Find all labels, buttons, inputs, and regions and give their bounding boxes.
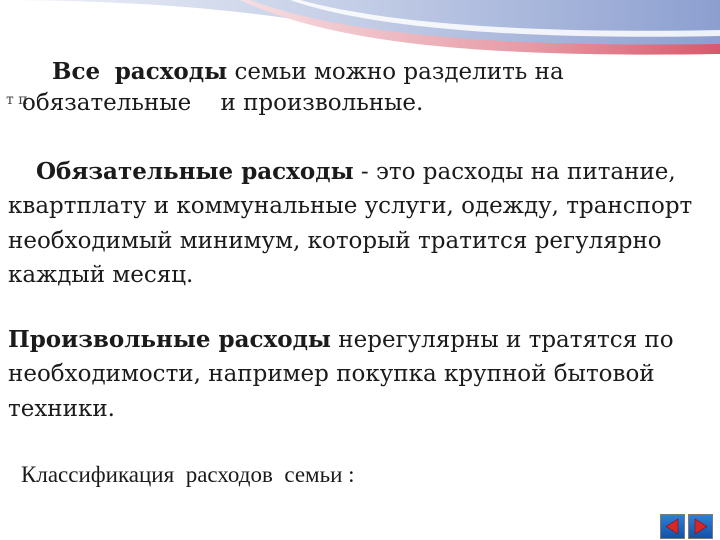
para2-line-2: необходимости, например покупка крупной бытовой: [8, 361, 655, 387]
stray-marker: т п: [6, 92, 28, 108]
classification-heading: Классификация расходов семьи :: [21, 462, 355, 487]
para1-line-2: квартплату и коммунальные услуги, одежду, транспорт: [8, 193, 693, 219]
para2-line-1: [8, 325, 674, 355]
para1-term: Обязательные расходы: [36, 158, 354, 185]
prev-slide-button[interactable]: [660, 514, 685, 539]
intro-rest: семьи можно разделить на: [234, 59, 564, 85]
triangle-left-icon: [661, 515, 684, 538]
intro-obligatory: обязательные: [22, 90, 192, 116]
para1-line-1: [36, 157, 676, 187]
para2-rest: нерегулярны и тратятся по: [331, 327, 674, 353]
decorative-top-banner: [0, 0, 720, 60]
para2-line-3: техники.: [8, 396, 115, 422]
intro-line-1: [52, 57, 564, 87]
triangle-right-icon: [689, 515, 712, 538]
para1-rest: - это расходы на питание,: [353, 159, 676, 185]
para1-line-3: необходимый минимум, который тратится регулярно: [8, 228, 662, 254]
para2-term: Произвольные расходы: [8, 326, 331, 353]
next-slide-button[interactable]: [688, 514, 713, 539]
intro-arbitrary: и произвольные.: [220, 90, 424, 116]
intro-line-2: [22, 88, 423, 118]
intro-word-expenses: расходы: [114, 58, 228, 85]
para1-line-4: каждый месяц.: [8, 262, 194, 288]
intro-word-all: Все: [52, 58, 101, 85]
